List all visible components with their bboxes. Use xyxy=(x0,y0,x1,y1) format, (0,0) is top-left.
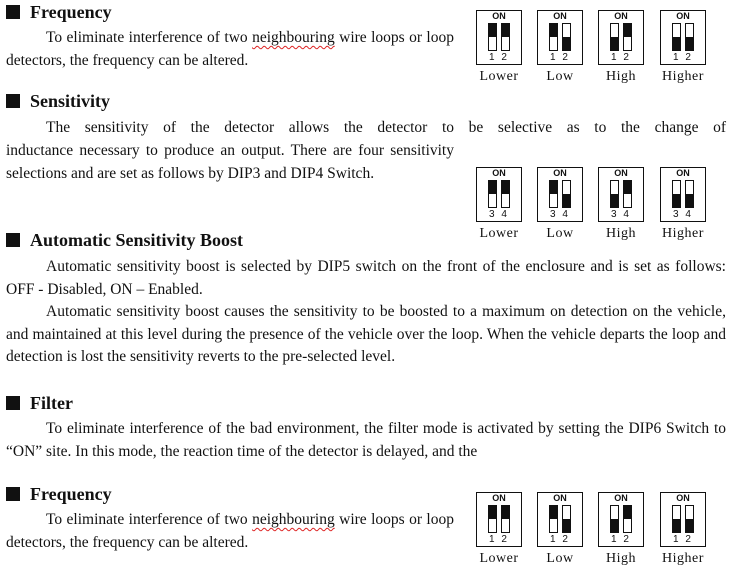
filter-heading: Filter xyxy=(6,393,73,413)
sensitivity-heading: Sensitivity xyxy=(6,91,110,111)
boost-heading: Automatic Sensitivity Boost xyxy=(6,230,243,250)
bullet-square-icon xyxy=(6,233,20,247)
spellcheck-word: neighbouring xyxy=(252,29,335,46)
bullet-square-icon xyxy=(6,5,20,19)
frequency-heading: Frequency xyxy=(6,2,112,22)
boost-paragraph-1: Automatic sensitivity boost is selected by DIP5 switch on the front of the enclosure and is set as follows: OFF - Disabled, ON – Enabled. xyxy=(6,258,726,298)
boost-paragraph-2: Automatic sensitivity boost causes the sensitivity to be boosted to a maximum on detection on the vehicle, and maintained at this level during the presence of the vehicle over the loop. When the vehicle departs the loop and detection is lost the sensitivity reverts to the pre-selected level. xyxy=(6,303,726,365)
spellcheck-word: neighbouring xyxy=(252,511,335,528)
filter-paragraph: To eliminate interference of the bad environment, the filter mode is activated by setting the DIP6 Switch to “ON” site. In this mode, the reaction time of the detector is delayed, and the xyxy=(6,420,726,460)
frequency-paragraph: To eliminate interference of two neighbouring wire loops or loop detectors, the frequency can be altered. xyxy=(6,29,454,69)
bullet-square-icon xyxy=(6,487,20,501)
frequency-paragraph-repeat: To eliminate interference of two neighbouring wire loops or loop detectors, the frequency can be altered. xyxy=(6,511,454,551)
sensitivity-first-line: The sensitivity of the detector allows the detector to be selective as to the change of xyxy=(46,119,726,136)
sensitivity-paragraph: inductance necessary to produce an output. There are four sensitivity selections and are set as follows by DIP3 and DIP4 Switch. xyxy=(6,142,454,182)
bullet-square-icon xyxy=(6,94,20,108)
frequency-heading-repeat: Frequency xyxy=(6,484,112,504)
bullet-square-icon xyxy=(6,396,20,410)
